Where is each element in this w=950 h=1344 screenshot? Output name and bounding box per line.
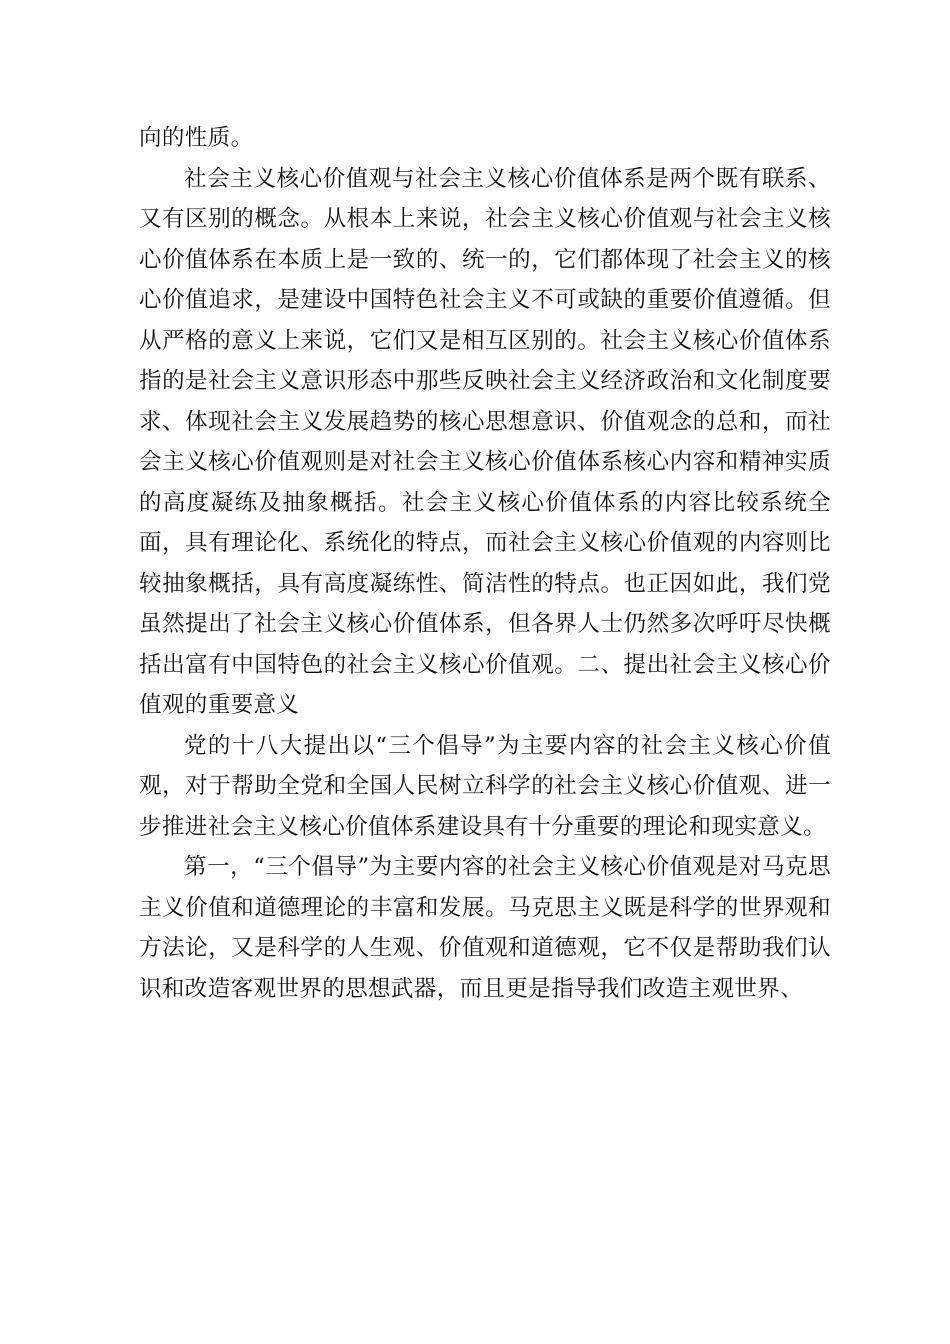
paragraph-eighteenth-congress: 党的十八大提出以“三个倡导”为主要内容的社会主义核心价值观，对于帮助全党和全国人民树立科学的社会主义核心价值观、进一步推进社会主义核心价值体系建设具有十分重要的理论和现实意义。 [139, 732, 831, 840]
body-text [139, 118, 831, 1009]
paragraph-first-point: 第一，“三个倡导”为主要内容的社会主义核心价值观是对马克思主义价值和道德理论的丰富和发展。马克思主义既是科学的世界观和方法论，又是科学的人生观、价值观和道德观，它不仅是帮助我们认识和改造客观世界的思想武器，而且更是指导我们改造主观世界、 [139, 854, 831, 1002]
paragraph-core-values-vs-system: 社会主义核心价值观与社会主义核心价值体系是两个既有联系、又有区别的概念。从根本上来说，社会主义核心价值观与社会主义核心价值体系在本质上是一致的、统一的，它们都体现了社会主义的核心价值追求，是建设中国特色社会主义不可或缺的重要价值遵循。但从严格的意义上来说，它们又是相互区别的。社会主义核心价值体系指的是社会主义意识形态中那些反映社会主义经济政治和文化制度要求、体现社会主义发展趋势的核心思想意识、价值观念的总和，而社会主义核心价值观则是对社会主义核心价值体系核心内容和精神实质的高度凝练及抽象概括。社会主义核心价值体系的内容比较系统全面，具有理论化、系统化的特点，而社会主义核心价值观的内容则比较抽象概括，具有高度凝练性、简洁性的特点。也正因如此，我们党虽然提出了社会主义核心价值体系，但各界人士仍然多次呼吁尽快概括出富有中国特色的社会主义核心价值观。二、提出社会主义核心价值观的重要意义 [139, 165, 831, 718]
paragraph-continuation: 向的性质。 [139, 125, 254, 151]
